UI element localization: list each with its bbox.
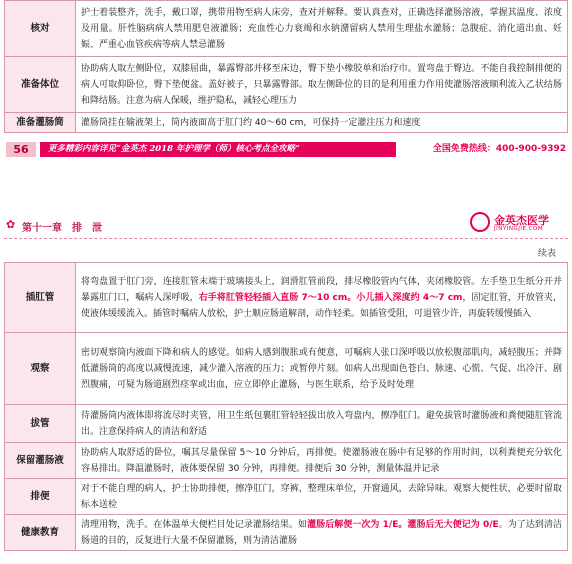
procedure-table-top xyxy=(4,0,568,133)
table-row xyxy=(5,57,568,113)
row-text xyxy=(76,333,568,405)
hotline-text: 全国免费热线：400-900-9392 xyxy=(432,144,566,154)
row-label: 健康教育 xyxy=(5,515,76,551)
row-text xyxy=(76,405,568,443)
logo-subtext: JINYINGJIE.COM xyxy=(494,226,544,232)
text-segment: 清理用物，洗手。在体温单大便栏目处记录灌肠结果。如 xyxy=(81,519,308,530)
brand-logo xyxy=(470,210,566,236)
chapter-title: 第十一章 排 泄 xyxy=(22,223,102,234)
row-text xyxy=(76,443,568,479)
logo-mark-icon xyxy=(470,212,490,232)
procedure-table-bottom xyxy=(4,262,568,551)
table-row xyxy=(5,263,568,333)
table-row xyxy=(5,515,568,551)
logo-text: 金英杰医学 xyxy=(494,214,549,227)
continued-label: 续表 xyxy=(537,249,556,259)
highlight-text: 右手将肛管轻轻插入直肠 7～10 cm。小儿插入深度约 4～7 cm xyxy=(198,292,463,303)
text-segment: 将弯盘置于肛门旁，连接肛管末端于玻璃接头上，润滑肛管前段，排尽橡胶管内气体，夹闭橡胶管。左手垫卫生纸分开并暴露肛门口，嘱病人深呼吸， xyxy=(81,276,562,303)
promo-banner: 更多精彩内容详见“金英杰 2018 年护理学（师）核心考点全攻略” xyxy=(40,142,396,157)
row-label: 拔管 xyxy=(5,405,76,443)
row-text: 协助病人取左侧卧位，双膝屈曲，暴露臀部并移至床边，臀下垫小橡胶单和治疗巾。置弯盘于臀边。不能自我控制排便的病人可取仰卧位，臀下垫便盆。盖好被子，只暴露臀部。取左侧卧位的目的是利用重力作用使灌肠溶液顺利流入乙状结肠和降结肠。注意为病人保暖，维护隐私，减轻心理压力 xyxy=(76,57,568,113)
text-segment: 协助病人取舒适的卧位，嘱其尽量保留 5～10 分钟后，再排便。使灌肠液在肠中有足够的作用时间，以利粪便充分软化容易排出。降温灌肠时，液体要保留 30 分钟，再排便。排便后 30 分钟，测量体温并记录 xyxy=(81,447,562,474)
row-label: 准备灌肠筒 xyxy=(5,113,76,133)
flower-icon: ✿ xyxy=(6,218,16,231)
text-segment: ，固定肛管，开放管夹，使液体缓缓流入。插管时嘱病人放松，护士顺应肠道解剖，动作轻柔。如插管受阻，可退管少许，再旋转缓慢插入 xyxy=(81,292,562,319)
row-label: 核对 xyxy=(5,1,76,57)
page-number: 56 xyxy=(6,142,36,157)
text-segment: 对于不能自理的病人，护士协助排便，擦净肛门，穿裤，整理床单位，开窗通风，去除异味。观察大便性状，必要时留取标本送检 xyxy=(81,483,562,510)
table-row xyxy=(5,113,568,133)
row-label: 排便 xyxy=(5,479,76,515)
chapter-header xyxy=(4,210,568,239)
row-label: 保留灌肠液 xyxy=(5,443,76,479)
row-text xyxy=(76,263,568,333)
row-label: 插肛管 xyxy=(5,263,76,333)
table-row xyxy=(5,333,568,405)
table-row xyxy=(5,405,568,443)
row-text xyxy=(76,479,568,515)
row-text: 灌肠筒挂在输液架上，筒内液面高于肛门约 40～60 cm，可保持一定灌注压力和速度 xyxy=(76,113,568,133)
page-footer xyxy=(0,142,572,158)
row-label: 准备体位 xyxy=(5,57,76,113)
table-row xyxy=(5,443,568,479)
row-text xyxy=(76,515,568,551)
text-segment: 待灌肠筒内液体即将流尽时夹管，用卫生纸包裹肛管轻轻拔出放入弯盘内，擦净肛门。避免拔管时灌肠液和粪便随肛管流出。注意保持病人的清洁和舒适 xyxy=(81,410,562,437)
row-label: 观察 xyxy=(5,333,76,405)
text-segment: 。为了达到清洁肠道的目的，反复进行大量不保留灌肠，则为清洁灌肠 xyxy=(81,519,562,546)
row-text: 护士着装整齐，洗手，戴口罩，携带用物至病人床旁，查对并解释。要认真查对，正确选择灌肠溶液，掌握其温度、浓度及用量。肝性脑病病人禁用肥皂液灌肠；充血性心力衰竭和水钠潴留病人禁用生理盐水灌肠；急腹症、消化道出血、妊娠、严重心血管疾病等病人禁忌灌肠 xyxy=(76,1,568,57)
text-segment: 密切观察筒内液面下降和病人的感觉。如病人感到腹胀或有便意，可嘱病人张口深呼吸以放松腹部肌肉，减轻腹压；并降低灌肠筒的高度以减慢流速，减少灌入溶液的压力；或暂停片刻。如病人出现面色苍白、脉速、心慌、气促、出冷汗、剧烈腹痛，可疑为肠道剧烈痉挛或出血，应立即停止灌肠，与医生联系，给予及时处理 xyxy=(81,347,562,390)
table-row xyxy=(5,1,568,57)
table-row xyxy=(5,479,568,515)
highlight-text: 灌肠后解便一次为 1/E。灌肠后无大便记为 0/E xyxy=(307,519,499,530)
